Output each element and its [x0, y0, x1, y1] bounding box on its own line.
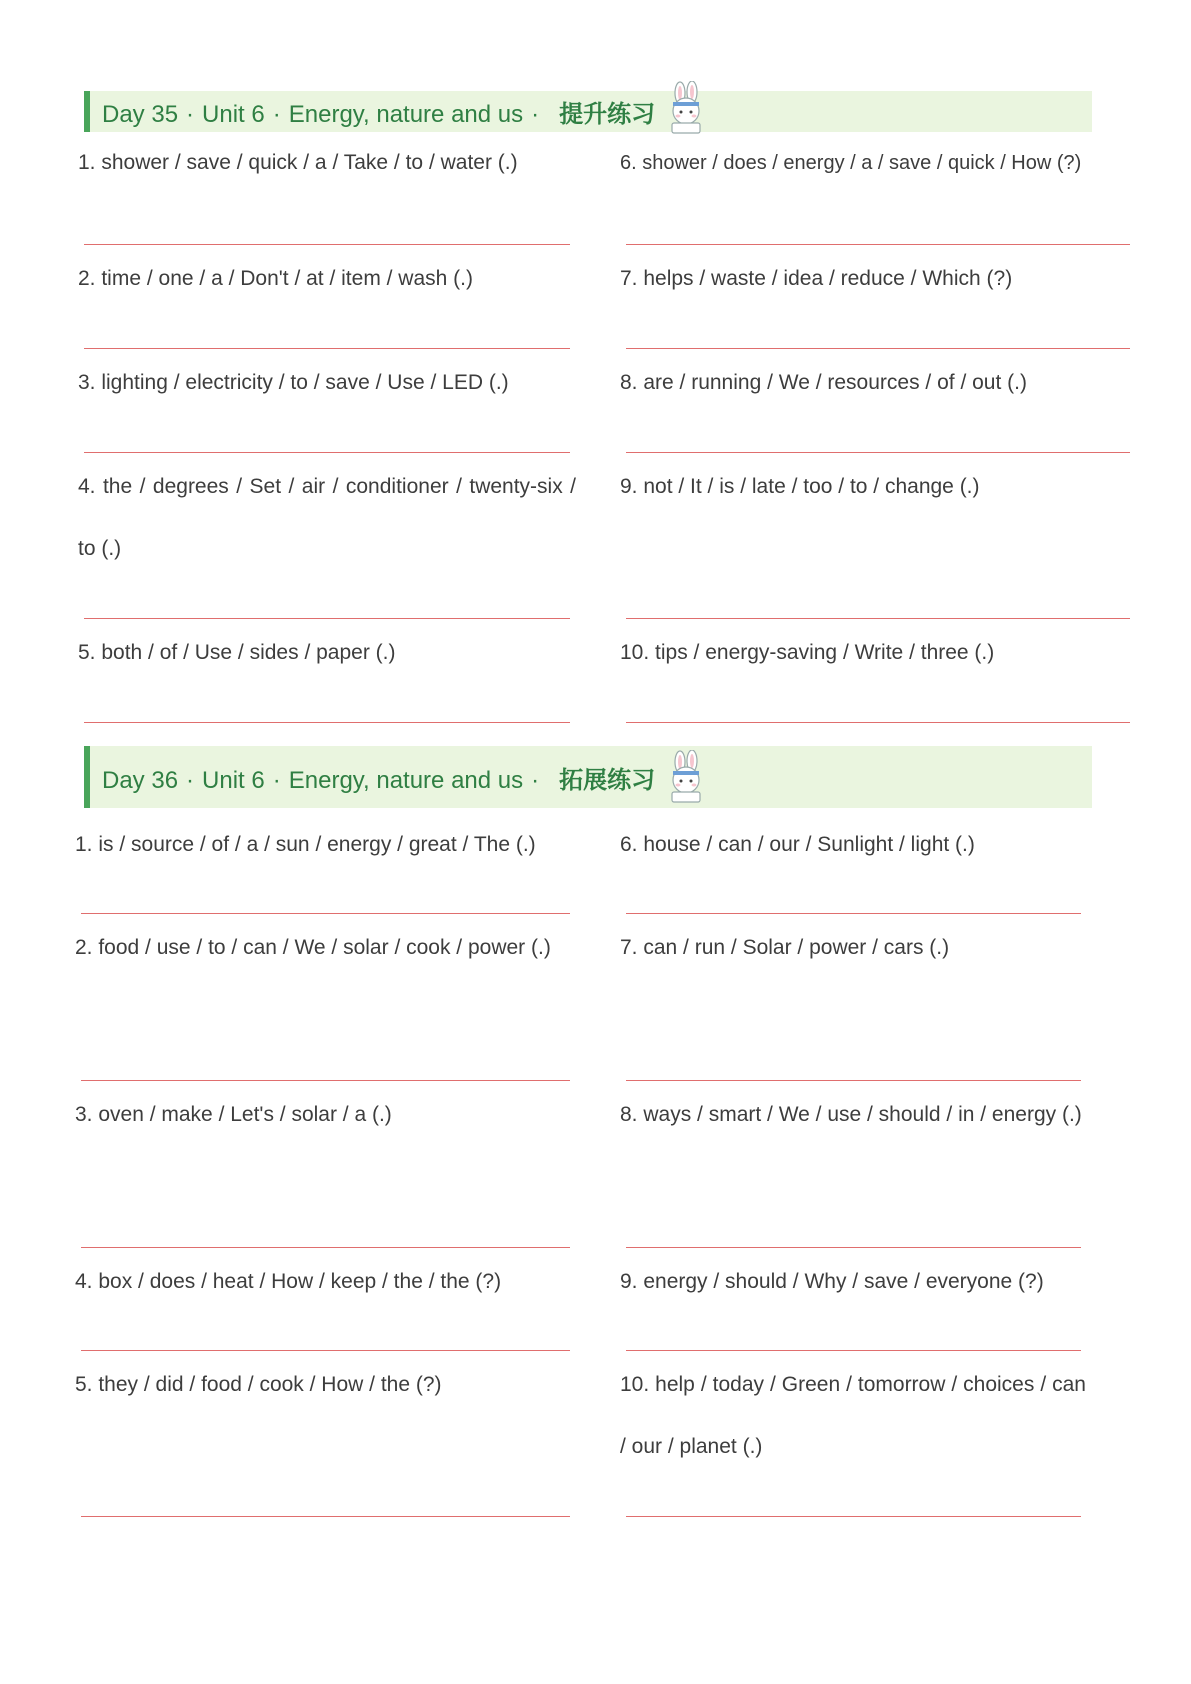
section-header-day36	[84, 746, 1092, 808]
header-accent-bar	[84, 746, 90, 808]
answer-line[interactable]	[626, 618, 1130, 619]
question-day36-4: 4. box / does / heat / How / keep / the / the (?)	[75, 1270, 502, 1293]
answer-line[interactable]	[84, 348, 570, 349]
question-day36-7: 7. can / run / Solar / power / cars (.)	[620, 936, 950, 959]
bunny-mascot-icon	[662, 750, 712, 806]
answer-line[interactable]	[626, 244, 1130, 245]
question-day36-9: 9. energy / should / Why / save / everyone (?)	[620, 1270, 1044, 1293]
question-day36-1: 1. is / source / of / a / sun / energy / great / The (.)	[75, 833, 536, 856]
question-day35-4: 4. the / degrees / Set / air / conditioner / twenty-six / to (.)	[78, 475, 576, 560]
answer-line[interactable]	[626, 452, 1130, 453]
question-day35-3: 3. lighting / electricity / to / save / Use / LED (.)	[78, 371, 509, 394]
answer-line[interactable]	[626, 1350, 1081, 1351]
answer-line[interactable]	[81, 1516, 570, 1517]
answer-line[interactable]	[626, 1080, 1081, 1081]
answer-line[interactable]	[626, 348, 1130, 349]
question-day35-6: 6. shower / does / energy / a / save / quick / How (?)	[620, 152, 1082, 174]
question-day36-10: 10. help / today / Green / tomorrow / choices / can / our / planet (.)	[620, 1373, 1086, 1458]
answer-line[interactable]	[626, 1247, 1081, 1248]
answer-line[interactable]	[84, 452, 570, 453]
question-day36-8: 8. ways / smart / We / use / should / in / energy (.)	[620, 1103, 1082, 1126]
answer-line[interactable]	[626, 913, 1081, 914]
question-day36-2: 2. food / use / to / can / We / solar / cook / power (.)	[75, 936, 551, 959]
question-day36-3: 3. oven / make / Let's / solar / a (.)	[75, 1103, 392, 1126]
question-day35-5: 5. both / of / Use / sides / paper (.)	[78, 641, 396, 664]
section-header-day35	[84, 91, 1092, 132]
section-title: Day 35 · Unit 6 · Energy, nature and us · 提升练习	[102, 101, 656, 128]
answer-line[interactable]	[84, 722, 570, 723]
answer-line[interactable]	[626, 722, 1130, 723]
answer-line[interactable]	[84, 244, 570, 245]
question-day36-5: 5. they / did / food / cook / How / the (?)	[75, 1373, 442, 1396]
question-day36-6: 6. house / can / our / Sunlight / light (.)	[620, 833, 975, 856]
question-day35-9: 9. not / It / is / late / too / to / change (.)	[620, 475, 980, 498]
answer-line[interactable]	[81, 913, 570, 914]
answer-line[interactable]	[81, 1350, 570, 1351]
header-accent-bar	[84, 91, 90, 132]
section-title: Day 36 · Unit 6 · Energy, nature and us · 拓展练习	[102, 766, 656, 794]
answer-line[interactable]	[81, 1080, 570, 1081]
answer-line[interactable]	[81, 1247, 570, 1248]
answer-line[interactable]	[84, 618, 570, 619]
bunny-mascot-icon	[662, 81, 712, 137]
answer-line[interactable]	[626, 1516, 1081, 1517]
question-day35-2: 2. time / one / a / Don't / at / item / wash (.)	[78, 267, 473, 290]
question-day35-10: 10. tips / energy-saving / Write / three (.)	[620, 641, 995, 664]
question-day35-7: 7. helps / waste / idea / reduce / Which (?)	[620, 267, 1013, 290]
question-day35-1: 1. shower / save / quick / a / Take / to / water (.)	[78, 151, 518, 174]
question-day35-8: 8. are / running / We / resources / of / out (.)	[620, 371, 1027, 394]
